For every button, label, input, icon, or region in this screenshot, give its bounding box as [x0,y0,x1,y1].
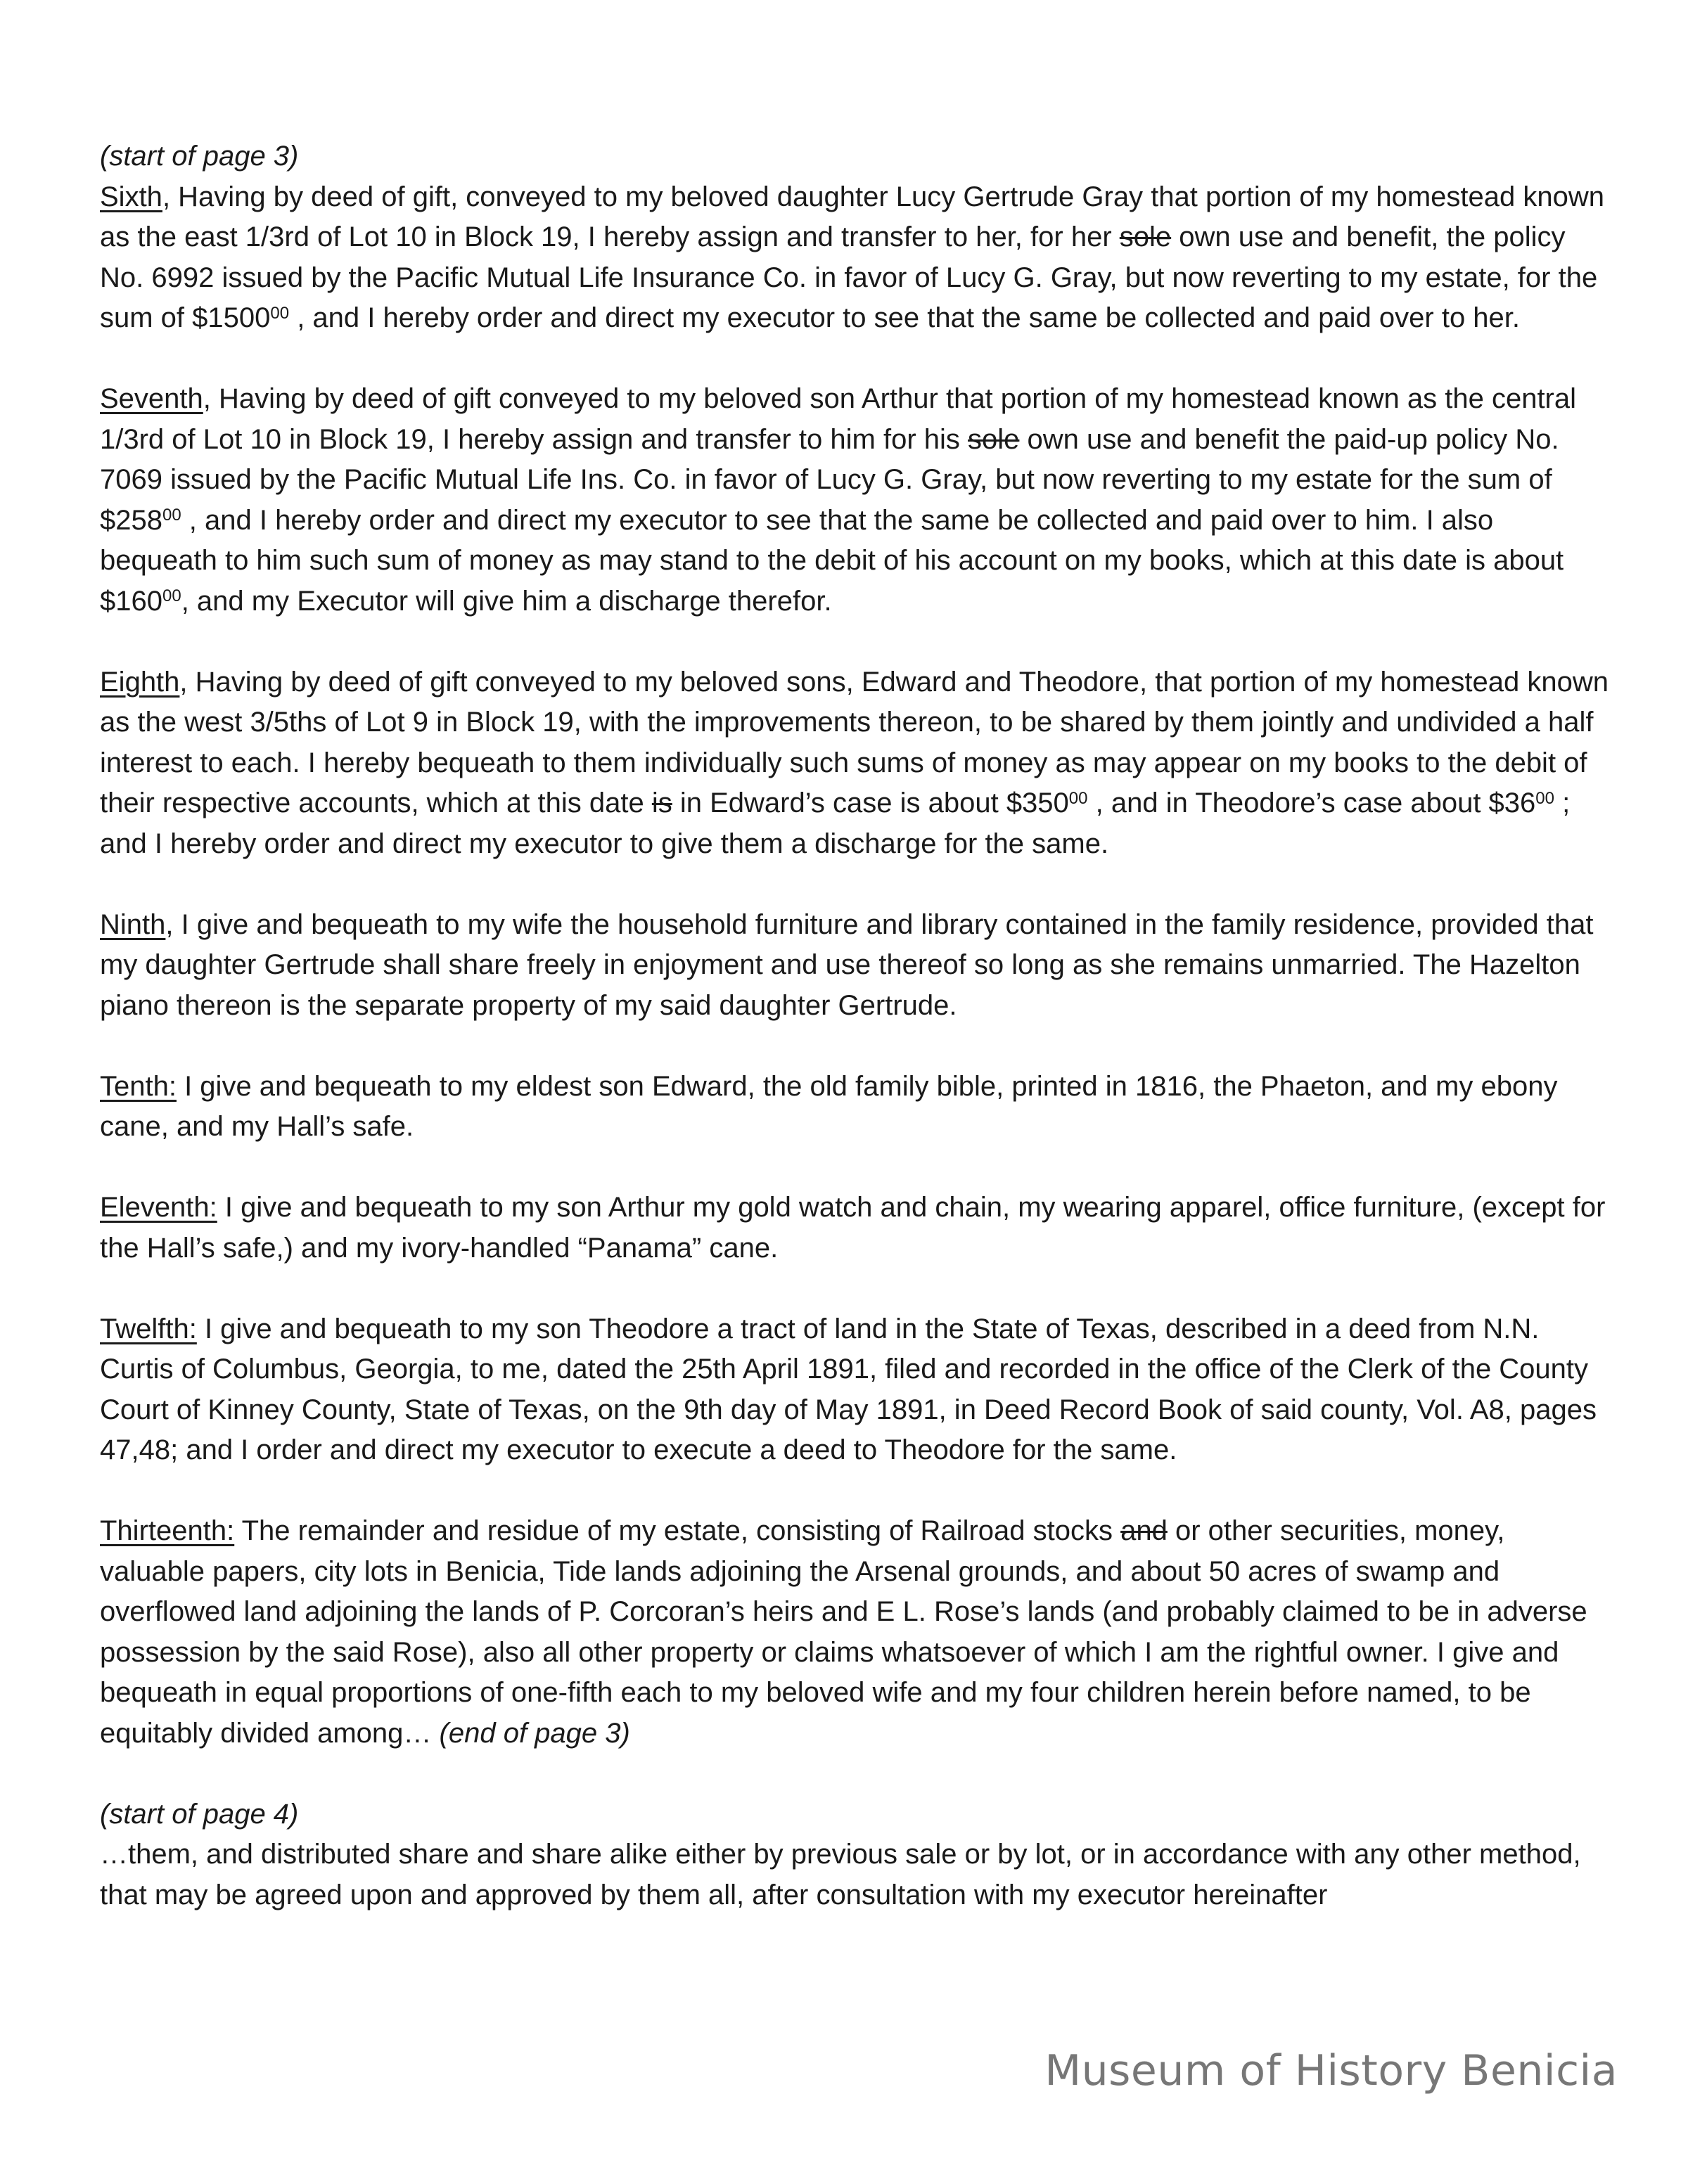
document-body [100,136,1612,1915]
cents-superscript: 00 [162,506,181,525]
clause-text: I give and bequeath to my son Arthur my gold watch and chain, my wearing apparel, office furniture, (except for the Hall’s safe,) and my ivory-handled “Panama” cane. [100,1192,1606,1264]
clause-label: Ninth [100,908,166,940]
struck-word: sole [1119,221,1172,252]
clause-text: I give and bequeath to my eldest son Edward, the old family bible, printed in 1816, the Phaeton, and my ebony cane, and my Hall’s safe. [100,1070,1558,1142]
museum-watermark: Museum of History Benicia [1044,2046,1618,2095]
page-start-marker: (start of page 3) [100,141,299,172]
clause-seventh [100,379,1612,622]
clause-text: , and my Executor will give him a discharge therefor. [181,585,832,617]
clause-text: own use and benefit, the policy No. 6992 issued by the Pacific Mutual Life Insurance Co. in favor of Lucy G. Gray, but now reverting to my estate, for the sum of $1500 [100,221,1598,333]
page-end-marker: (end of page 3) [439,1717,630,1749]
clause-sixth [100,177,1612,339]
cents-superscript: 00 [162,586,181,606]
cents-superscript: 00 [1068,788,1088,808]
clause-text: , and in Theodore’s case about $36 [1087,788,1536,818]
clause-label: Eleventh: [100,1192,217,1223]
clause-text: , and I hereby order and direct my executor to see that the same be collected and paid over to her. [289,302,1521,333]
clause-twelfth [100,1309,1612,1471]
clause-tenth [100,1067,1612,1148]
struck-word: and [1120,1515,1168,1546]
clause-label: Thirteenth: [100,1515,235,1546]
clause-thirteenth [100,1511,1612,1754]
clause-eighth [100,662,1612,865]
clause-text: , I give and bequeath to my wife the household furniture and library contained in the family residence, provided that my daughter Gertrude shall share freely in enjoyment and use thereof so long as she remains unmarried. The Hazelton piano thereon is the separate property of my said daughter Gertrude. [100,908,1594,1021]
clause-label: Sixth [100,181,162,212]
clause-text: , and I hereby order and direct my executor to see that the same be collected and paid over to him. I also bequeath to him such sum of money as may stand to the debit of his account on my books, which at this date is about $160 [100,504,1564,617]
page4-text: …them, and distributed share and share alike either by previous sale or by lot, or in accordance with any other method, that may be agreed upon and approved by them all, after consultation with my executor hereinafter [100,1839,1581,1910]
clause-text: , Having by deed of gift conveyed to my beloved son Arthur that portion of my homestead known as the central 1/3rd of Lot 10 in Block 19, I hereby assign and transfer to him for his [100,383,1577,455]
clause-text: The remainder and residue of my estate, consisting of Railroad stocks [234,1515,1121,1546]
clause-ninth [100,905,1612,1027]
clause-text: in Edward’s case is about $350 [672,788,1069,818]
clause-text: ; and I hereby order and direct my executor to give them a discharge for the same. [100,788,1571,859]
struck-word: sole [968,423,1020,455]
clause-text: I give and bequeath to my son Theodore a tract of land in the State of Texas, described in a deed from N.N. Curtis of Columbus, Georgia, to me, dated the 25th April 1891, filed and recorded in the office of the Clerk of the County Court of Kinney County, State of Texas, on the 9th day of May 1891, in Deed Record Book of said county, Vol. A8, pages 47,48; and I order and direct my executor to execute a deed to Theodore for the same. [100,1313,1597,1465]
clause-text: or other securities, money, valuable papers, city lots in Benicia, Tide lands adjoining the Arsenal grounds, and about 50 acres of swamp and overflowed land adjoining the lands of P. Corcoran’s heirs and E L. Rose’s lands (and probably claimed to be in adverse possession by the said Rose), also all other property or claims whatsoever of which I am the rightful owner. I give and bequeath in equal proportions of one-fifth each to my beloved wife and my four children herein before named, to be equitably divided among… [100,1515,1587,1749]
clause-text: , Having by deed of gift conveyed to my beloved sons, Edward and Theodore, that portion of my homestead known as the west 3/5ths of Lot 9 in Block 19, with the improvements thereon, to be shared by them jointly and undivided a half interest to each. I hereby bequeath to them individually such sums of money as may appear on my books to the debit of their respective accounts, which at this date [100,666,1609,818]
clause-text: , Having by deed of gift, conveyed to my beloved daughter Lucy Gertrude Gray that portion of my homestead known as the east 1/3rd of Lot 10 in Block 19, I hereby assign and transfer to her, for her [100,181,1604,252]
clause-label: Eighth [100,666,180,698]
cents-superscript: 00 [270,303,290,323]
clause-text: own use and benefit the paid-up policy No. 7069 issued by the Pacific Mutual Life Ins. Co. in favor of Lucy G. Gray, but now reverting to my estate for the sum of $258 [100,423,1559,536]
clause-label: Seventh [100,383,203,414]
clause-label: Twelfth: [100,1313,197,1344]
clause-label: Tenth: [100,1070,177,1102]
struck-word: is [651,788,672,818]
clause-eleventh [100,1188,1612,1268]
page-start-marker: (start of page 4) [100,1798,299,1830]
cents-superscript: 00 [1535,788,1554,808]
